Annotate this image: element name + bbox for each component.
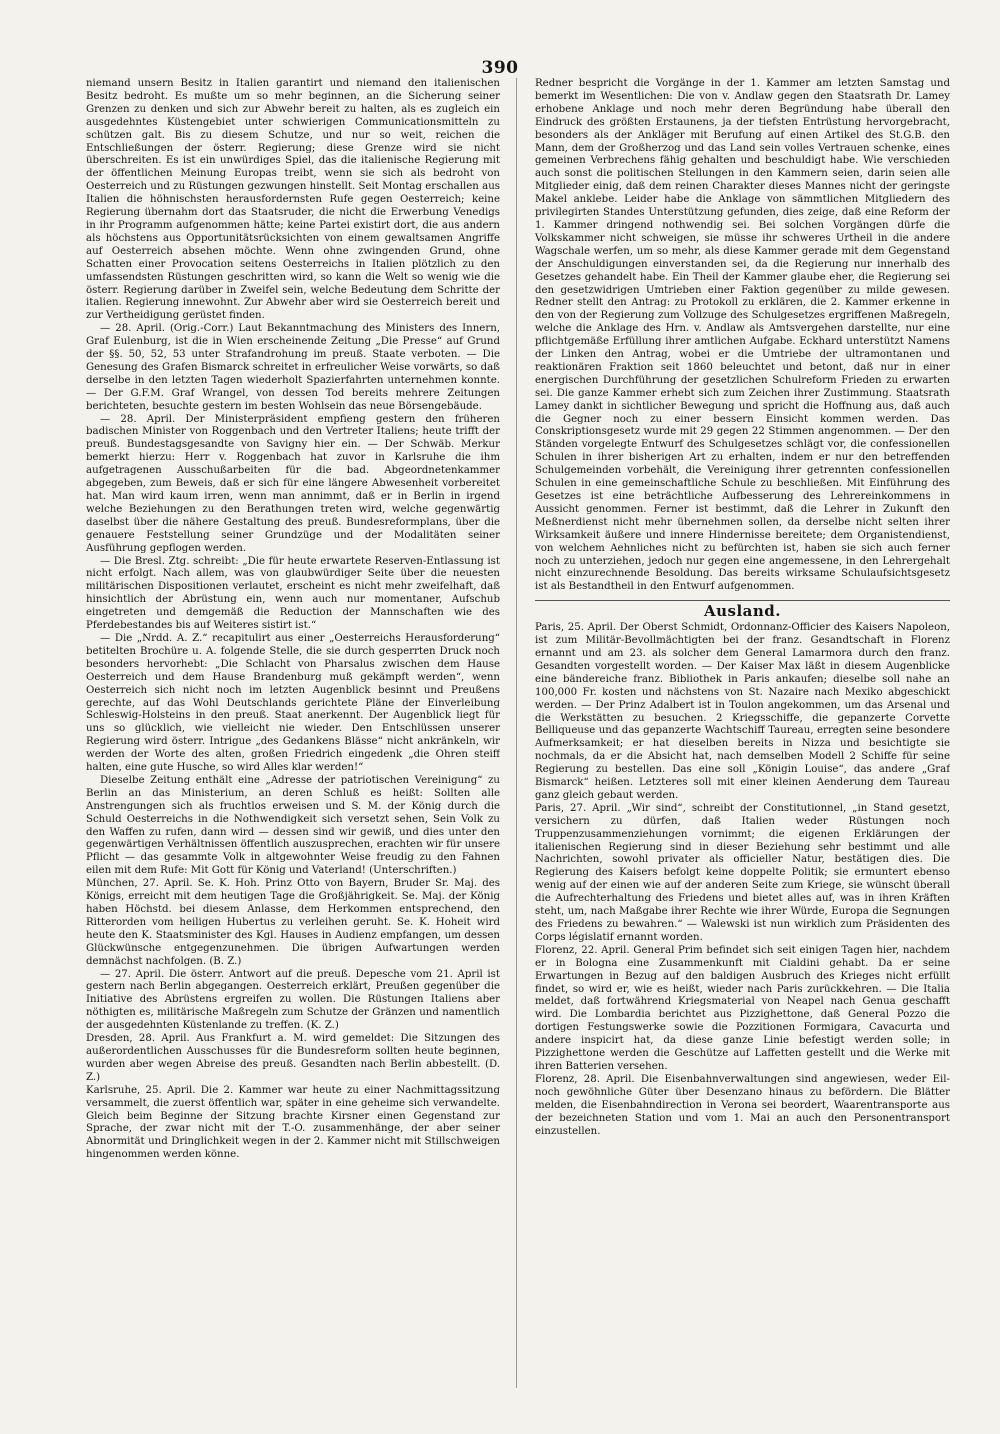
article-paragraph: — Die Bresl. Ztg. schreibt: „Die für heute erwartete Reserven-Entlassung ist nicht erfolgt. Nach allem, was von glaubwürdiger Seite über die neuesten militärischen Dispositionen verlautet, erscheint es nicht mehr zweifelhaft, daß hinsichtlich der Abrüstung ein, wenn auch nur momentaner, Aufschub eingetreten und demgemäß die Reduction der Mannschaften wie des Pferdebestandes bis auf Weiteres sistirt ist.“: [86, 555, 500, 632]
article-paragraph: Florenz, 22. April. General Prim befindet sich seit einigen Tagen hier, nachdem er in Bologna eine Zusammenkunft mit Cialdini gehabt. Da er seine Erwartungen in Bezug auf den baldigen Ausbruch des Krieges nicht erfüllt findet, so wird er, wie es heißt, wieder nach Paris zurückkehren. — Die Italia meldet, daß fortwährend Kriegsmaterial von Neapel nach Genua geschafft wird. Die Lombardia berichtet aus Pizzighettone, daß General Pozzo die dortigen Festungswerke sowie die Pozzitionen Formigara, Cavacurta und andere inspicirt hat, da diese ganze Linie befestigt werden solle; in Pizzighettone werden die Geschütze auf Laffetten gestellt und die Werke mit ihren Batterien versehen.: [535, 944, 950, 1072]
article-paragraph: Karlsruhe, 25. April. Die 2. Kammer war heute zu einer Nachmittagssitzung versammelt, die zuerst öffentlich war, später in eine geheime sich verwandelte. Gleich beim Beginne der Sitzung brachte Kirsner einen Gegenstand zur Sprache, der zwar nicht mit der T.-O. zusammenhänge, der aber seiner Abnormität und Dringlichkeit wegen in der 2. Kammer nicht mit Stillschweigen hingenommen werden könne.: [86, 1084, 500, 1161]
article-paragraph: Paris, 25. April. Der Oberst Schmidt, Ordonnanz-Officier des Kaisers Napoleon, ist zum Militär-Bevollmächtigten bei der franz. Gesandtschaft in Florenz ernannt und am 23. als solcher dem General Lamarmora durch den franz. Gesandten vorgestellt worden. — Der Kaiser Max läßt in diesem Augenblicke eine bändereiche franz. Bibliothek in Paris ankaufen; dieselbe soll nahe an 100,000 Fr. kosten und nächstens von St. Nazaire nach Mexiko abgeschickt werden. — Der Prinz Adalbert ist in Toulon angekommen, um das Arsenal und die Werkstätten zu besuchen. 2 Kriegsschiffe, die gepanzerte Corvette Belliqueuse und das gepanzerte Wachtschiff Taureau, erregten seine besondere Aufmerksamkeit; er hat dieselben bereits in Nizza und besichtigte sie nochmals, da er die Absicht hat, nach demselben Modell 2 Schiffe für seine Regierung zu bestellen. Das eine soll „Königin Louise“, das andere „Graf Bismarck“ heißen. Letzteres soll mit einer kleinen Aenderung dem Taureau ganz gleich gebaut werden.: [535, 622, 950, 801]
article-paragraph: — 27. April. Die österr. Antwort auf die preuß. Depesche vom 21. April ist gestern nach Berlin abgegangen. Oesterreich erklärt, Preußen gegenüber die Initiative des Abrüstens ergreifen zu wollen. Die Rüstungen Italiens aber nöthigten es, militärische Maßregeln zum Schutze der Gränzen und namentlich der ausgedehnten Küstenlande zu treffen. (K. Z.): [86, 968, 500, 1032]
page-number: 390: [481, 58, 519, 78]
article-paragraph: Paris, 27. April. „Wir sind“, schreibt der Constitutionnel, „in Stand gesetzt, versichern zu dürfen, daß Italien weder Rüstungen noch Truppenzusammenziehungen vornimmt; die eigenen Erklärungen der italienischen Regierung sind in dieser Beziehung sehr bestimmt und alle Nachrichten, sowohl privater als officieller Natur, bestätigen dies. Die Regierung des Kaisers befolgt keine doppelte Politik; sie ermuntert ebenso wenig auf der einen wie auf der anderen Seite zum Kriege, sie wünscht überall die Aufrechterhaltung des Friedens und bietet alles auf, was in ihren Kräften steht, um, nach Maßgabe ihrer Rechte wie ihrer Würde, Europa die Segnungen des Friedens zu bewahren.“ — Walewski ist nun wirklich zum Präsidenten des Corps législatif ernannt worden.: [535, 802, 950, 943]
article-paragraph: München, 27. April. Se. K. Hoh. Prinz Otto von Bayern, Bruder Sr. Maj. des Königs, erreicht mit dem heutigen Tage die Großjährigkeit. Se. Maj. der König haben Höchstd. bei diesem Anlasse, dem Herkommen entsprechend, den Ritterorden vom heiligen Hubertus zu verleihen geruht. Se. K. Hoheit wird heute den K. Staatsminister des Kgl. Hauses in Audienz empfangen, um dessen Glückwünsche entgegenzunehmen. Die übrigen Aufwartungen werden demnächst nachfolgen. (B. Z.): [86, 878, 500, 967]
section-heading-ausland: Ausland.: [535, 600, 950, 618]
left-column: [86, 78, 500, 1388]
article-paragraph: Florenz, 28. April. Die Eisenbahnverwaltungen sind angewiesen, weder Eil- noch gewöhnliche Güter über Desenzano hinaus zu befördern. Die Blätter melden, die Eisenbahndirection in Verona sei beordert, Waarentransporte aus der bezeichneten Station und vom 1. Mai an auch den Personentransport einzustellen.: [535, 1073, 950, 1137]
article-paragraph: niemand unsern Besitz in Italien garantirt und niemand den italienischen Besitz bedroht. Es mußte um so mehr beginnen, an die Sicherung seiner Grenzen zu denken und sich zur Abwehr bereit zu halten, als es zugleich ein ausgedehntes Küstengebiet unter schwierigen Communicationsmitteln zu schützen galt. Bis zu diesem Schutze, und nur so weit, reichen die Entschließungen der österr. Regierung; diese Grenze wird sie nicht überschreiten. Es ist ein unwürdiges Spiel, das die italienische Regierung mit der öffentlichen Meinung Europas treibt, wenn sie sich als bedroht von Oesterreich und zu Rüstungen gezwungen hinstellt. Seit Montag erschallen aus Italien die höhnischsten herausfordernsten Rufe gegen Oesterreich; keine Regierung übernahm dort das Staatsruder, die nicht die Erwerbung Venedigs in ihr Programm aufgenommen hätte; keine Partei existirt dort, die aus andern als höchstens aus Opportunitätsrücksichten von einem gewaltsamen Angriffe auf Oesterreich absehen möchte. Wenn ohne zwingenden Grund, ohne Schatten einer Provocation seitens Oesterreichs in Italien plötzlich zu den umfassendsten Rüstungen geschritten wird, so kann die Welt so wenig wie die österr. Regierung darüber in Zweifel sein, welche Bedeutung dem Schritte der italien. Regierung innewohnt. Zur Abwehr aber wird sie Oesterreich bereit und zur Vertheidigung gerüstet finden.: [86, 78, 500, 322]
article-paragraph: — 28. April. Der Ministerpräsident empfieng gestern den früheren badischen Minister von Roggenbach und den Vertreter Italiens; heute trifft der preuß. Bundestagsgesandte von Savigny hier ein. — Der Schwäb. Merkur bemerkt hierzu: Herr v. Roggenbach hat zuvor in Karlsruhe die ihm aufgetragenen Ausschußarbeiten für die bad. Abgeordnetenkammer abgegeben, zum Beweis, daß er sich für eine längere Abwesenheit vorbereitet hat. Man wird kaum irren, wenn man annimmt, daß er in Berlin in irgend welche Beziehungen zu den Berathungen treten wird, welche gegenwärtig daselbst über die nähere Gestaltung des preuß. Bundesreformplans, über die genauere Feststellung seiner Grundzüge und der Modalitäten seiner Ausführung gepflogen werden.: [86, 413, 500, 554]
article-paragraph: Dieselbe Zeitung enthält eine „Adresse der patriotischen Vereinigung“ zu Berlin an das Ministerium, an deren Schluß es heißt: Sollten alle Anstrengungen sich als fruchtlos erweisen und S. M. der König durch die Schuld Oesterreichs in die Nothwendigkeit sich versetzt sehen, Sein Volk zu den Waffen zu rufen, dann wird — dessen sind wir gewiß, und dies unter den gegenwärtigen Verhältnissen öffentlich auszusprechen, erachten wir für unsere Pflicht — das gesammte Volk in altgewohnter Weise freudig zu den Fahnen eilen mit dem Rufe: Mit Gott für König und Vaterland! (Unterschriften.): [86, 774, 500, 877]
article-paragraph: Redner bespricht die Vorgänge in der 1. Kammer am letzten Samstag und bemerkt im Wesentlichen: Die von v. Andlaw gegen den Staatsrath Dr. Lamey erhobene Anklage und noch mehr deren Begründung habe überall den Eindruck des größten Erstaunens, ja der tiefsten Entrüstung hervorgebracht, besonders als der Ankläger mit Berufung auf einen Artikel des St.G.B. den Mann, dem der Großherzog und das Land sein volles Vertrauen schenke, eines gemeinen Verbrechens fähig gehalten und beschuldigt habe. Wie verschieden auch sonst die politischen Stellungen in den Kammern seien, darin seien alle Mitglieder einig, daß dem reinen Charakter dieses Mannes nicht der geringste Makel anklebe. Leider habe die Anklage von sämmtlichen Mitgliedern des privilegirten Standes Unterstützung gefunden, dies zeige, daß eine Reform der 1. Kammer dringend nothwendig sei. Bei solchen Vorgängen dürfe die Volkskammer nicht schweigen, sie müsse ihr schweres Urtheil in die andere Wagschale werfen, um so mehr, als diese Kammer gerade mit dem Gegenstand der Anschuldigungen einverstanden sei, da die Regierung nur innerhalb des Gesetzes gehandelt habe. Ein Theil der Kammer glaube eher, die Regierung sei den gesetzwidrigen Umtrieben einer Faktion gegenüber zu milde gewesen. Redner stellt den Antrag: zu Protokoll zu erklären, die 2. Kammer erkenne in den von der Regierung zum Vollzuge des Schulgesetzes ergriffenen Maßregeln, welche die Anklage des Hrn. v. Andlaw als Amtsvergehen darstellte, nur eine pflichtgemäße Erfüllung ihrer amtlichen Aufgabe. Eckhard unterstützt Namens der Linken den Antrag, wobei er die Umtriebe der ultramontanen und reaktionären Fraktion seit 1860 beleuchtet und betont, daß nur in einer energischen Durchführung der gesetzlichen Schulreform Frieden zu erwarten sei. Die ganze Kammer erhebt sich zum Zeichen ihrer Zustimmung. Staatsrath Lamey dankt in sichtlicher Bewegung und spricht die Hoffnung aus, daß auch die Gegner noch zu einer bessern Einsicht kommen werden. Das Conskriptionsgesetz wurde mit 29 gegen 22 Stimmen angenommen. — Der den Ständen vorgelegte Entwurf des Schulgesetzes schlägt vor, die confessionellen Schulen in ihrer bisherigen Art zu erhalten, indem er nur den betreffenden Schulgemeinden vorbehält, die Vereinigung ihrer getrennten confessionellen Schulen in eine gemeinschaftliche Schule zu beschließen. Mit Einführung des Gesetzes ist eine beträchtliche Aufbesserung des Lehrereinkommens in Aussicht genommen. Ferner ist bestimmt, daß die Lehrer in Zukunft den Meßnerdienst nicht mehr übernehmen sollen, da derselbe nicht selten ihrer Wirksamkeit äußere und innere Hindernisse bereitete; dem Organistendienst, von welchem Aehnliches nicht zu befürchten ist, haben sie sich auch ferner noch zu unterziehen, jedoch nur gegen eine angemessene, in den Lehrergehalt nicht einzurechnende Besoldung. Das bereits wirksame Schulaufsichtsgesetz ist als Bestandtheil in den Entwurf aufgenommen.: [535, 78, 950, 593]
right-column: [535, 78, 950, 1358]
article-paragraph: — Die „Nrdd. A. Z.“ recapitulirt aus einer „Oesterreichs Herausforderung“ betitelten Brochüre u. A. folgende Stelle, die sie durch gesperrten Druck noch besonders hervorhebt: „Die Schlacht von Pharsalus zwischen dem Hause Oesterreich und dem Hause Brandenburg muß gekämpft werden“, wenn Oesterreich sich nicht noch im letzten Augenblick besinnt und Preußens gerechte, auf das Wohl Deutschlands gerichtete Pläne der Einverleibung Schleswig-Holsteins in den preuß. Staat anerkennt. Der Augenblick liegt für uns so glücklich, wie vielleicht nie wieder. Den Entschlüssen unserer Regierung wird österr. Intrigue „des Gedankens Blässe“ nicht ankränkeln, wir werden der Worte des alten, großen Friedrich eingedenk „die Ohren steiff halten, eine gute Husche, so wird Alles klar werden!“: [86, 632, 500, 774]
article-paragraph: — 28. April. (Orig.-Corr.) Laut Bekanntmachung des Ministers des Innern, Graf Eulenburg, ist die in Wien erscheinende Zeitung „Die Presse“ auf Grund der §§. 50, 52, 53 unter Strafandrohung im preuß. Staate verboten. — Die Genesung des Grafen Bismarck schreitet in erfreulicher Weise vorwärts, so daß derselbe in den letzten Tagen wiederholt Spazierfahrten unternehmen konnte. — Der G.F.M. Graf Wrangel, von dessen Tod bereits mehrere Zeitungen berichteten, besuchte gestern im besten Wohlsein das neue Börsengebäude.: [86, 323, 500, 412]
article-paragraph: Dresden, 28. April. Aus Frankfurt a. M. wird gemeldet: Die Sitzungen des außerordentlichen Ausschusses für die Bundesreform sollten heute beginnen, wurden aber wegen Abreise des preuß. Gesandten nach Berlin abbestellt. (D. Z.): [86, 1033, 500, 1083]
column-divider: [516, 78, 517, 1388]
